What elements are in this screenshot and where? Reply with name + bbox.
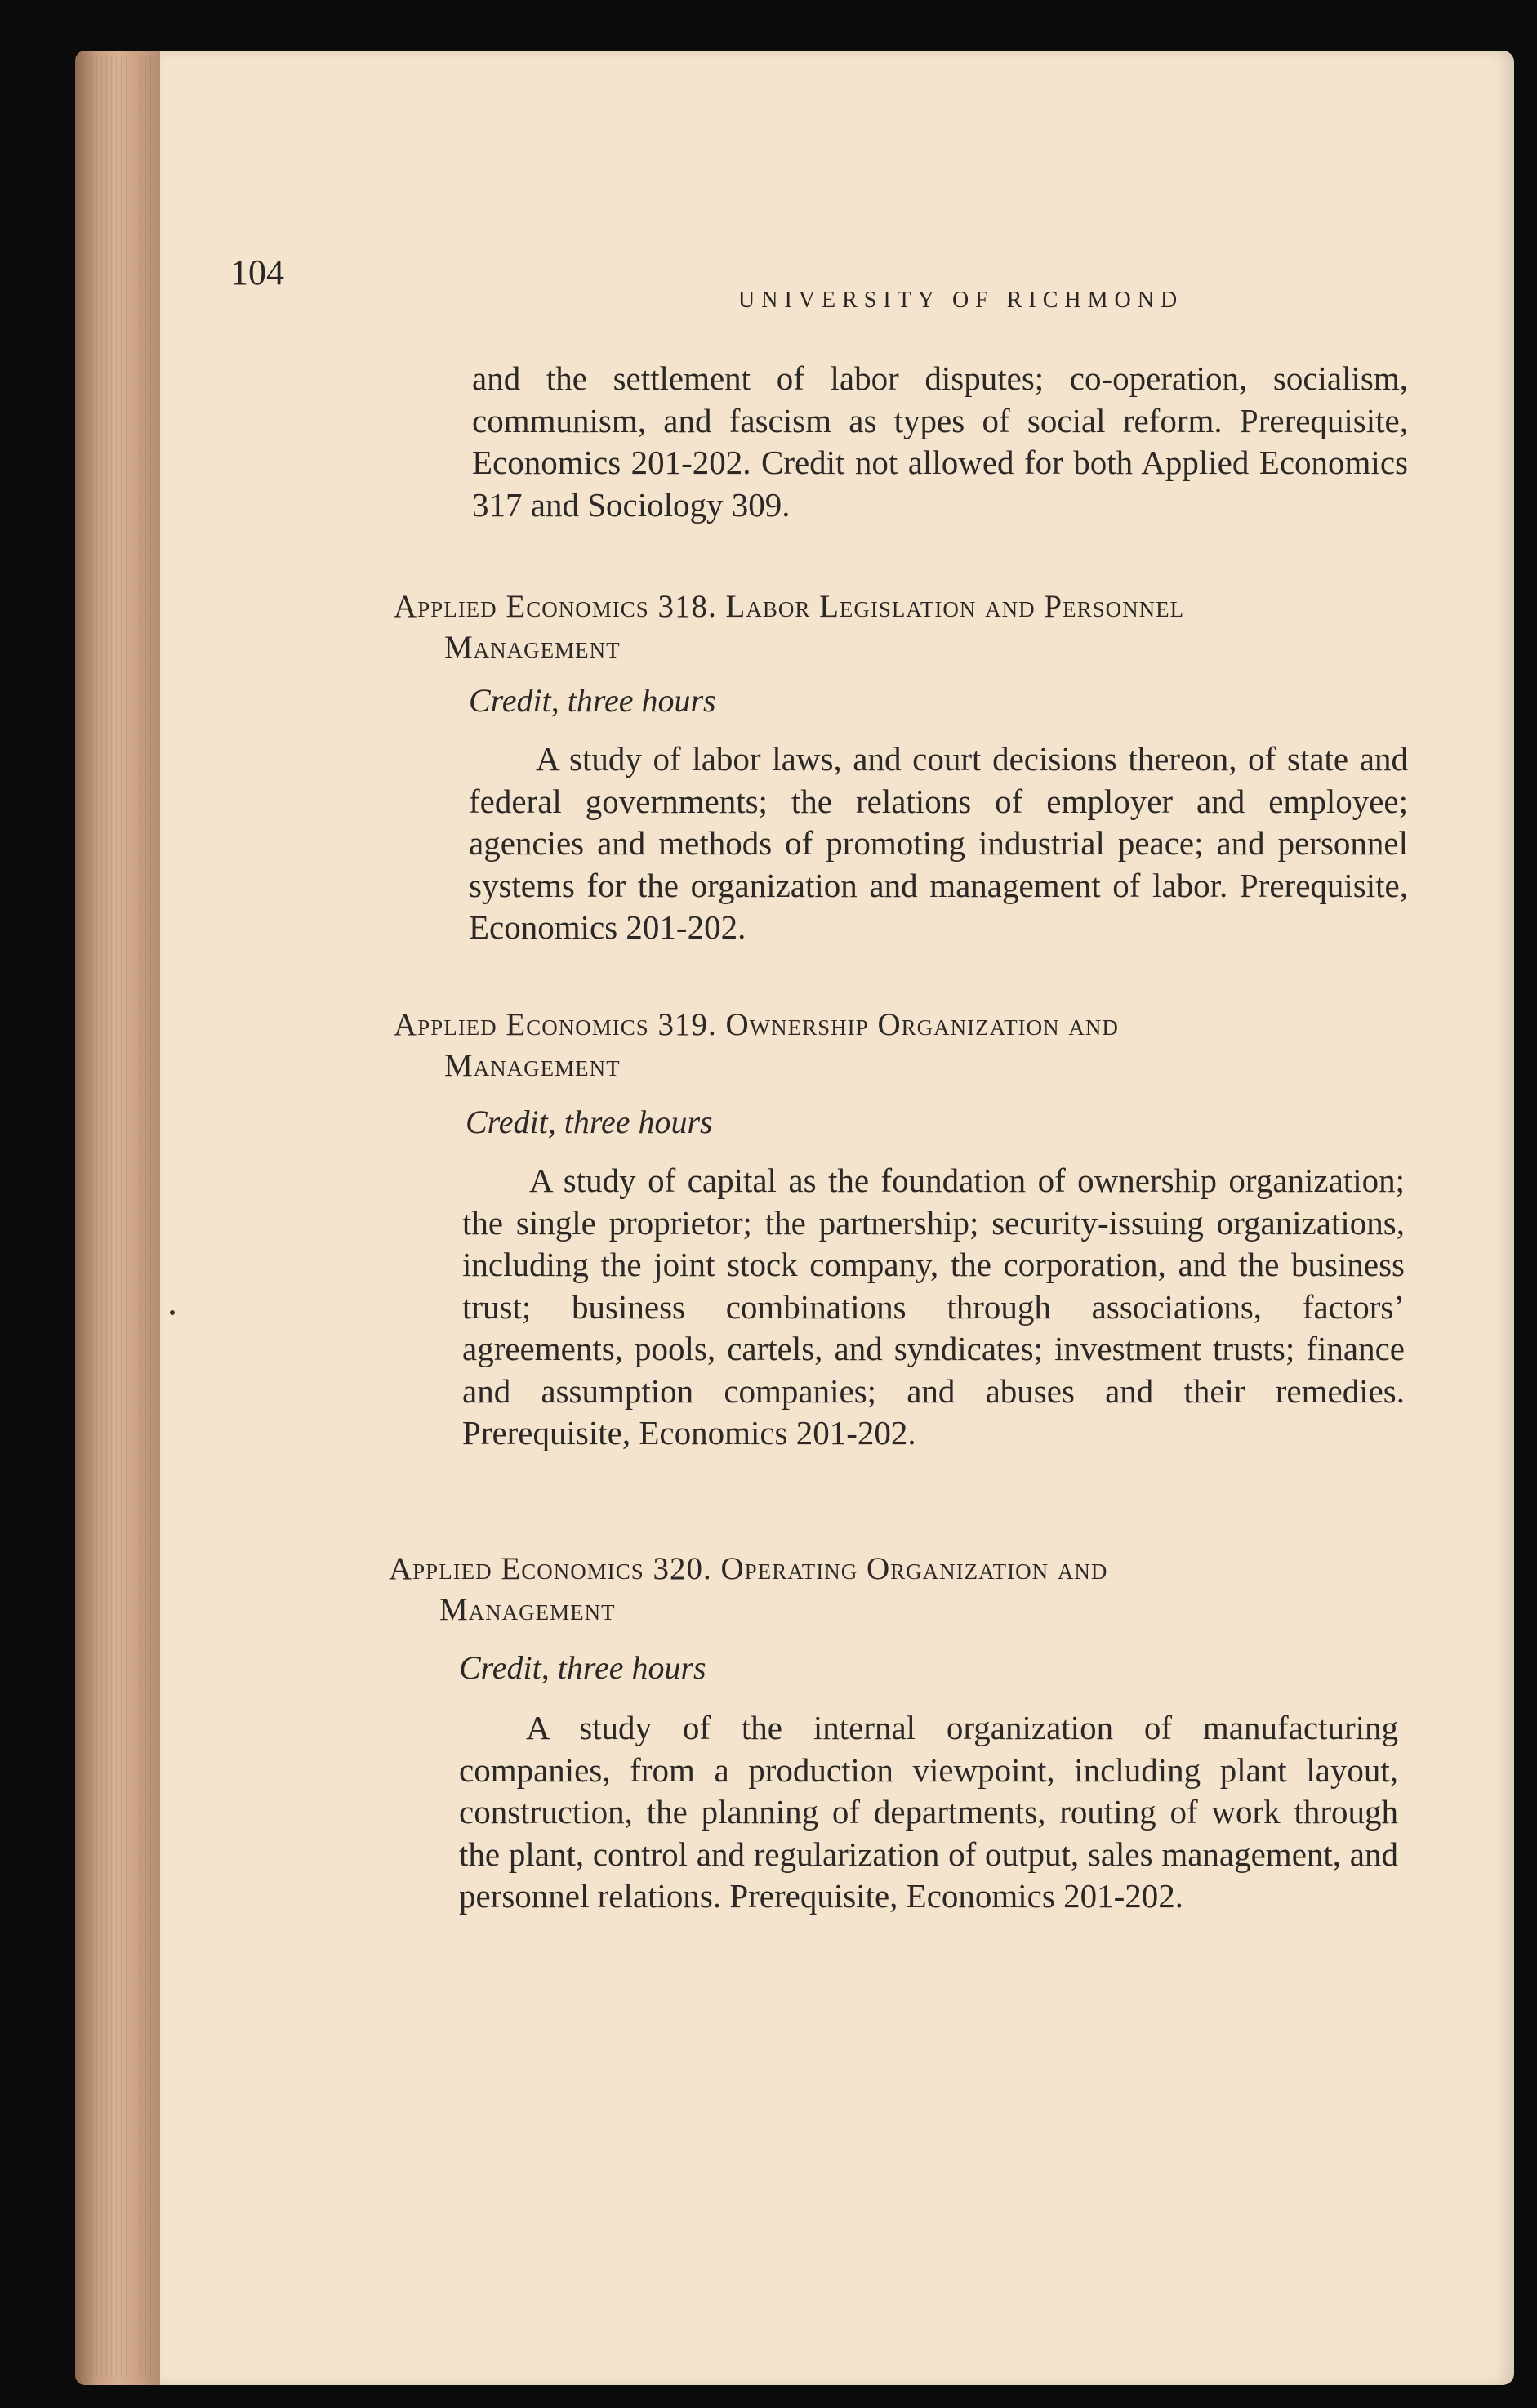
course-credit-320: Credit, three hours	[459, 1649, 706, 1686]
course-title-320-line1: Applied Economics 320. Operating Organization and	[389, 1551, 1108, 1586]
course-title-318-line1: Applied Economics 318. Labor Legislation and Personnel	[394, 589, 1185, 624]
course-title-320	[389, 1549, 1410, 1630]
course-title-318	[394, 586, 1414, 668]
stray-ink-mark	[170, 1310, 175, 1315]
course-title-318-line2: Management	[444, 630, 621, 665]
page-number: 104	[230, 252, 284, 292]
course-title-319	[394, 1005, 1414, 1086]
course-credit-318: Credit, three hours	[469, 682, 716, 719]
continuation-paragraph: and the settlement of labor disputes; co-operation, socialism, communism, and fascism as types of social reform. Prerequisite, Economics 201-202. Credit not allowed for both Applied Economics 317 and Sociology 309.	[472, 359, 1408, 524]
running-head: UNIVERSITY OF RICHMOND	[738, 288, 1184, 313]
course-title-319-line1: Applied Economics 319. Ownership Organization and	[394, 1007, 1119, 1042]
course-title-320-line2: Management	[439, 1592, 616, 1627]
course-description-320: A study of the internal organization of manufacturing companies, from a production viewpoint, including plant layout, construction, the planning of departments, routing of work through the plant, control and regularization of output, sales management, and personnel relations. Prerequisite, Economics 201-202.	[459, 1709, 1398, 1915]
course-description-319: A study of capital as the foundation of ownership organization; the single proprietor; the partnership; security-issuing organizations, including the joint stock company, the corporation, and the business trust; business combinations through associations, factors’ agreements, pools, cartels, and syndicates; investment trusts; finance and assumption companies; and abuses and their remedies. Prerequisite, Economics 201-202.	[462, 1162, 1405, 1451]
page-edge-texture	[82, 57, 155, 2377]
course-description-318: A study of labor laws, and court decisions thereon, of state and federal governments; the relations of employer and employee; agencies and methods of promoting industrial peace; and personnel systems for the organization and management of labor. Prerequisite, Economics 201-202.	[469, 740, 1408, 946]
course-credit-319: Credit, three hours	[466, 1104, 713, 1140]
course-title-319-line2: Management	[444, 1048, 621, 1083]
